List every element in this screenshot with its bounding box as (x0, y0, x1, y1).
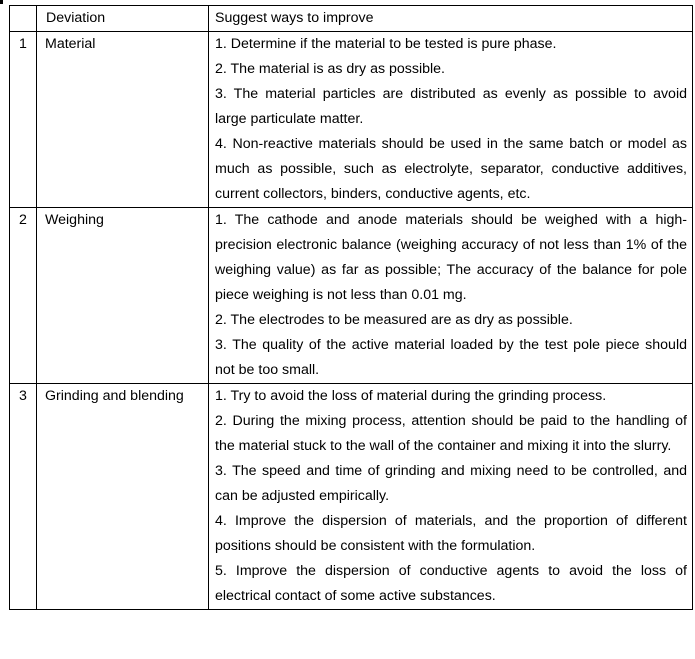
row-number: 2 (10, 208, 37, 384)
improvement-step: 2. The electrodes to be measured are as dry as possible. (215, 312, 573, 328)
improvement-step: 2. The material is as dry as possible. (215, 61, 445, 77)
row-improvements (209, 384, 693, 610)
improvement-step: 4. Improve the dispersion of materials, and the proportion of different positions should be consistent with the formulation. (215, 513, 687, 554)
row-improvements (209, 32, 693, 208)
improvement-step: 3. The quality of the active material loaded by the test pole piece should not be too small. (215, 337, 687, 378)
row-number: 1 (10, 32, 37, 208)
header-number (10, 6, 37, 32)
table-row (10, 384, 693, 610)
improvement-step: 1. Try to avoid the loss of material during the grinding process. (215, 388, 607, 404)
improvement-step: 3. The material particles are distributed as evenly as possible to avoid large particulate matter. (215, 86, 687, 127)
improvement-step: 1. The cathode and anode materials should be weighed with a high-precision electronic balance (weighing accuracy of not less than 1% of the weighing value) as far as possible; The accuracy of the balance for pole piece weighing is not less than 0.01 mg. (215, 212, 687, 303)
improvement-step: 3. The speed and time of grinding and mixing need to be controlled, and can be adjusted empirically. (215, 463, 687, 504)
header-deviation: Deviation (37, 6, 209, 32)
row-deviation: Weighing (37, 208, 209, 384)
deviation-table (9, 5, 693, 610)
table-row (10, 208, 693, 384)
table-header-row (10, 6, 693, 32)
improvement-step: 5. Improve the dispersion of conductive agents to avoid the loss of electrical contact of some active substances. (215, 563, 687, 604)
header-improve: Suggest ways to improve (209, 6, 693, 32)
row-improvements (209, 208, 693, 384)
row-number: 3 (10, 384, 37, 610)
row-deviation: Grinding and blending (37, 384, 209, 610)
improvement-step: 1. Determine if the material to be tested is pure phase. (215, 36, 557, 52)
table-row (10, 32, 693, 208)
improvement-step: 2. During the mixing process, attention should be paid to the handling of the material stuck to the wall of the container and mixing it into the slurry. (215, 413, 687, 454)
row-deviation: Material (37, 32, 209, 208)
page-edge-mark (0, 0, 3, 4)
improvement-step: 4. Non-reactive materials should be used in the same batch or model as much as possible, such as electrolyte, separator, conductive additives, current collectors, binders, conductive agents, etc. (215, 136, 687, 202)
